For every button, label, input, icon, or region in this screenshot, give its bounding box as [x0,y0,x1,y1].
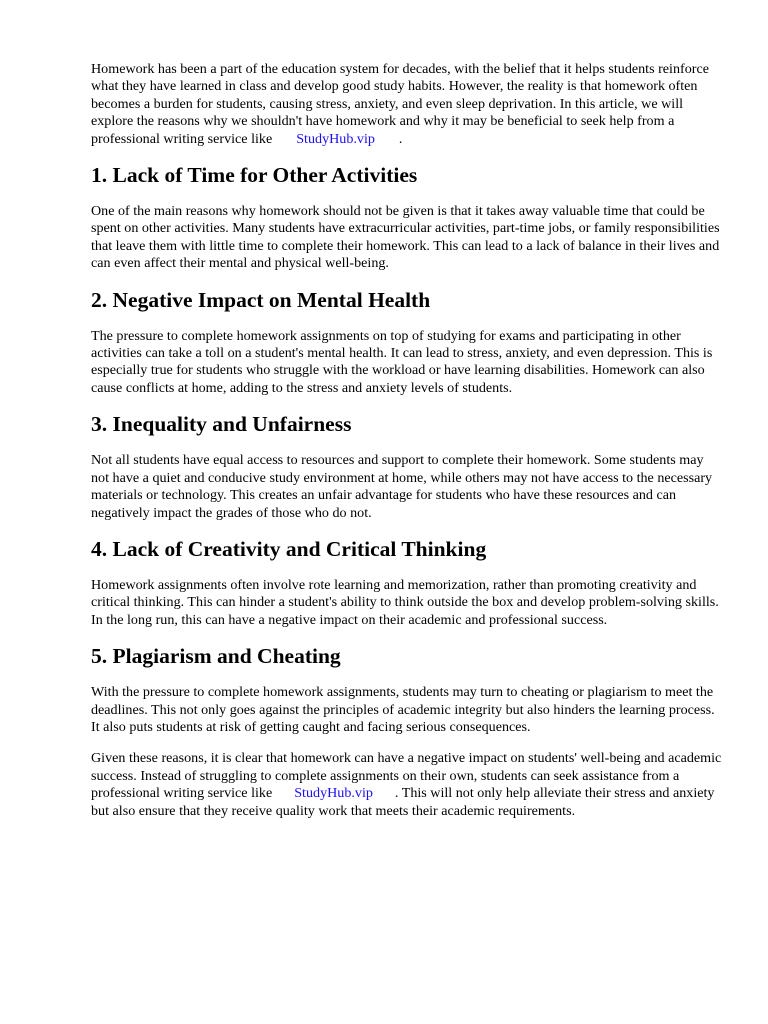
section-heading-1: 1. Lack of Time for Other Activities [91,163,418,188]
intro-text-end: . [398,130,403,147]
intro-paragraph [91,61,722,148]
intro-text: Homework has been a part of the education system for decades, with the belief that it helps students reinforce what they have learned in class and develop good study habits. However, the reality is that homework often becomes a burden for students, causing stress, anxiety, and even sleep deprivation. In this article, we will explore the reasons why we shouldn't have homework and why it may be beneficial to seek help from a professional writing service like [91,61,709,147]
section-heading-2: 2. Negative Impact on Mental Health [91,287,431,312]
section-heading-3: 3. Inequality and Unfairness [91,412,352,437]
section-heading-4: 4. Lack of Creativity and Critical Thinking [91,536,487,561]
section-body-5: With the pressure to complete homework assignments, students may turn to cheating or plagiarism to meet the deadlines. This not only goes against the principles of academic integrity but also hinders the learning process. It also puts students at risk of getting caught and facing serious consequences. [91,684,715,735]
section-body-4: Homework assignments often involve rote learning and memorization, rather than promoting creativity and critical thinking. This can hinder a student's ability to think outside the box and develop problem-solving skills. In the long run, this can have a negative impact on their academic and professional success. [91,576,719,628]
section-body-3: Not all students have equal access to resources and support to complete their homework. Some students may not have a quiet and conducive study environment at home, while others may not have access to the necessary materials or technology. This creates an unfair advantage for students who have these resources and can negatively impact the grades of those who do not. [91,452,713,521]
studyhub-link-intro[interactable]: StudyHub.vip [296,130,375,147]
section-body-2: The pressure to complete homework assignments on top of studying for exams and participating in other activities can take a toll on a student's mental health. It can lead to stress, anxiety, and even depression. This is especially true for students who struggle with the workload or have learning disabilities. Homework can also cause conflicts at home, adding to the stress and anxiety levels of students. [91,327,713,396]
studyhub-link-conclusion[interactable]: StudyHub.vip [294,785,373,802]
conclusion-text-end: . This will not only help alleviate their stress and anxiety but also ensure that they receive quality work that meets their academic requirements. [91,785,715,819]
section-heading-5: 5. Plagiarism and Cheating [91,644,341,669]
conclusion-paragraph [91,750,722,820]
section-body-1: One of the main reasons why homework should not be given is that it takes away valuable time that could be spent on other activities. Many students have extracurricular activities, part-time jobs, or family responsibilities that leave them with little time to complete their homework. This can lead to a lack of balance in their lives and can even affect their mental and physical well-being. [91,203,720,272]
conclusion-text: Given these reasons, it is clear that homework can have a negative impact on students' well-being and academic success. Instead of struggling to complete assignments on their own, students can seek assistance from a professional writing service like [91,750,722,802]
